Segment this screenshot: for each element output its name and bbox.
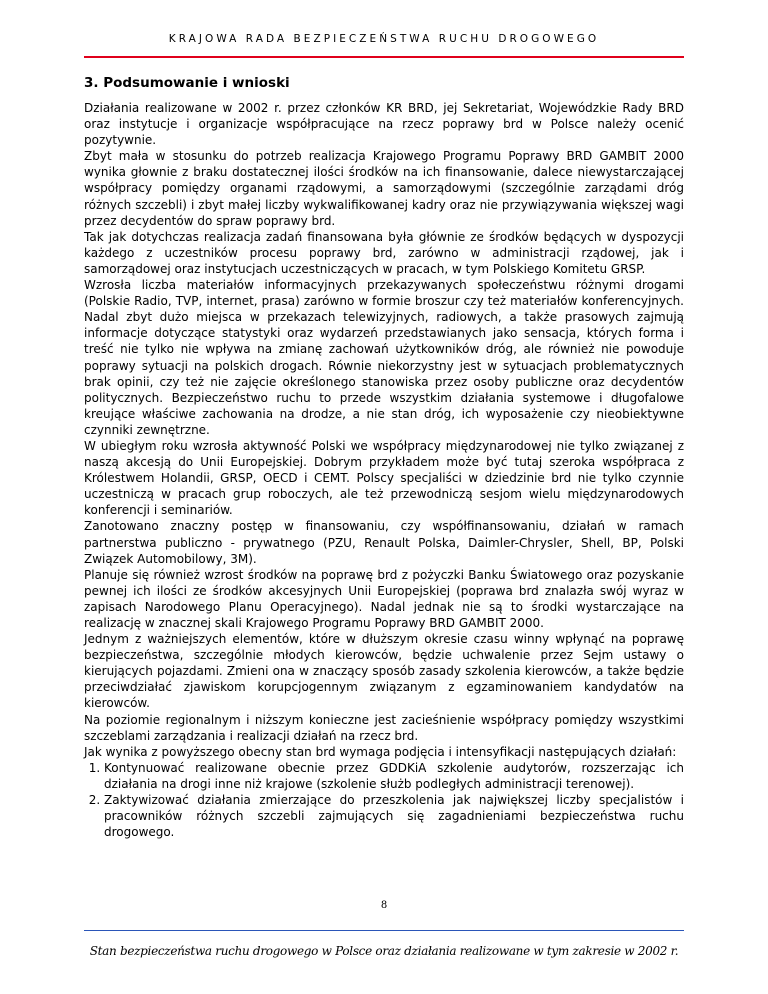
- page-header-title: KRAJOWA RADA BEZPIECZEŃSTWA RUCHU DROGOWEGO: [168, 33, 600, 45]
- paragraph: Zanotowano znaczny postęp w finansowaniu, czy współfinansowaniu, działań w ramach partnerstwa publiczno - prywatnego (PZU, Renault Polska, Daimler-Chrysler, Shell, BP, Polski Związek Automobilowy, 3M).: [84, 519, 684, 566]
- paragraph: Na poziomie regionalnym i niższym konieczne jest zacieśnienie współpracy pomiędzy wszystkimi szczeblami zarządzania i realizacji działań na rzecz brd.: [84, 712, 684, 743]
- footer-divider: [84, 930, 684, 931]
- paragraph: Planuje się również wzrost środków na poprawę brd z pożyczki Banku Światowego oraz pozyskanie pewnej ich ilości ze środków akcesyjnych Unii Europejskiej (poprawa brd znalazła swój wyraz w zapisach Narodowego Planu Operacyjnego). Nadal jednak nie są to środki wystarczające na realizację w znacznej skali Krajowego Programu Poprawy BRD GAMBIT 2000.: [84, 567, 684, 630]
- list-item: 2. Zaktywizować działania zmierzające do przeszkolenia jak największej liczby specjalistów i pracowników różnych szczebli zajmujących się zagadnieniami bezpieczeństwa ruchu drogowego.: [104, 792, 684, 840]
- body-text: [84, 100, 684, 840]
- paragraph: Zbyt mała w stosunku do potrzeb realizacja Krajowego Programu Poprawy BRD GAMBIT 2000 wynika głownie z braku dostatecznej ilości środków na ich finansowanie, dalece niewystarczającej współpracy pomiędzy organami rządowymi, a samorządowymi (szczególnie zarządami dróg różnych szczebli) i zbyt małej liczby wykwalifikowanej kadry oraz nie przywiązywania większej wagi przez decydentów do spraw poprawy brd.: [84, 149, 684, 228]
- page-number: 8: [380, 900, 388, 911]
- section-heading: 3. Podsumowanie i wnioski: [84, 75, 290, 91]
- paragraph: Działania realizowane w 2002 r. przez członków KR BRD, jej Sekretariat, Wojewódzkie Rady BRD oraz instytucje i organizacje współpracujące na rzecz poprawy brd w Polsce należy ocenić pozytywnie.: [84, 101, 684, 148]
- paragraph: Tak jak dotychczas realizacja zadań finansowana była głównie ze środków będących w dyspozycji każdego z uczestników procesu poprawy brd, zarówno w administracji rządowej, jak i samorządowej oraz instytucjach uczestniczących w pracach, w tym Polskiego Komitetu GRSP.: [84, 229, 684, 276]
- list-item: 1. Kontynuować realizowane obecnie przez GDDKiA szkolenie audytorów, rozszerzając ich działania na drogi inne niż krajowe (szkolenie służb podległych administracji terenowej).: [104, 760, 684, 792]
- paragraph: Jednym z ważniejszych elementów, które w dłuższym okresie czasu winny wpłynąć na poprawę bezpieczeństwa, szczególnie młodych kierowców, będzie uchwalenie przez Sejm ustawy o kierujących pojazdami. Zmieni ona w znaczący sposób zasady szkolenia kierowców, a także będzie przeciwdziałać zjawiskom korupcjogennym związanym z egzaminowaniem kandydatów na kierowców.: [84, 632, 684, 711]
- header-divider: [84, 56, 684, 58]
- paragraph: Wzrosła liczba materiałów informacyjnych przekazywanych społeczeństwu różnymi drogami (Polskie Radio, TVP, internet, prasa) zarówno w formie broszur czy też materiałów konferencyjnych. Nadal zbyt dużo miejsca w przekazach telewizyjnych, radiowych, a także prasowych zajmują informacje dotyczące statystyki oraz wydarzeń przedstawianych jako sensacja, których forma i treść nie tylko nie wpływa na zmianę zachowań użytkowników dróg, ale również nie powoduje poprawy sytuacji na polskich drogach. Równie niekorzystny jest w sytuacjach problematycznych brak opinii, czy też nie zajęcie określonego stanowiska przez osoby publiczne oraz decydentów politycznych. Bezpieczeństwo ruchu to przede wszystkim działania systemowe i długofalowe kreujące właściwe zachowania na drodze, a nie stan dróg, ich wyposażenie czy nieobiektywne czynniki zewnętrzne.: [84, 278, 684, 437]
- paragraph: Jak wynika z powyższego obecny stan brd wymaga podjęcia i intensyfikacji następujących działań:: [84, 744, 677, 759]
- action-list: [84, 760, 684, 840]
- paragraph: W ubiegłym roku wzrosła aktywność Polski we współpracy międzynarodowej nie tylko związanej z naszą akcesją do Unii Europejskiej. Dobrym przykładem może być tutaj szeroka współpraca z Królestwem Holandii, GRSP, OECD i CEMT. Polscy specjaliści w dziedzinie brd nie tylko czynnie uczestniczą w pracach grup roboczych, ale też przewodniczą sesjom wielu międzynarodowych konferencji i seminariów.: [84, 438, 684, 518]
- footer-title: Stan bezpieczeństwa ruchu drogowego w Polsce oraz działania realizowane w tym zakresie w 2002 r.: [89, 944, 679, 958]
